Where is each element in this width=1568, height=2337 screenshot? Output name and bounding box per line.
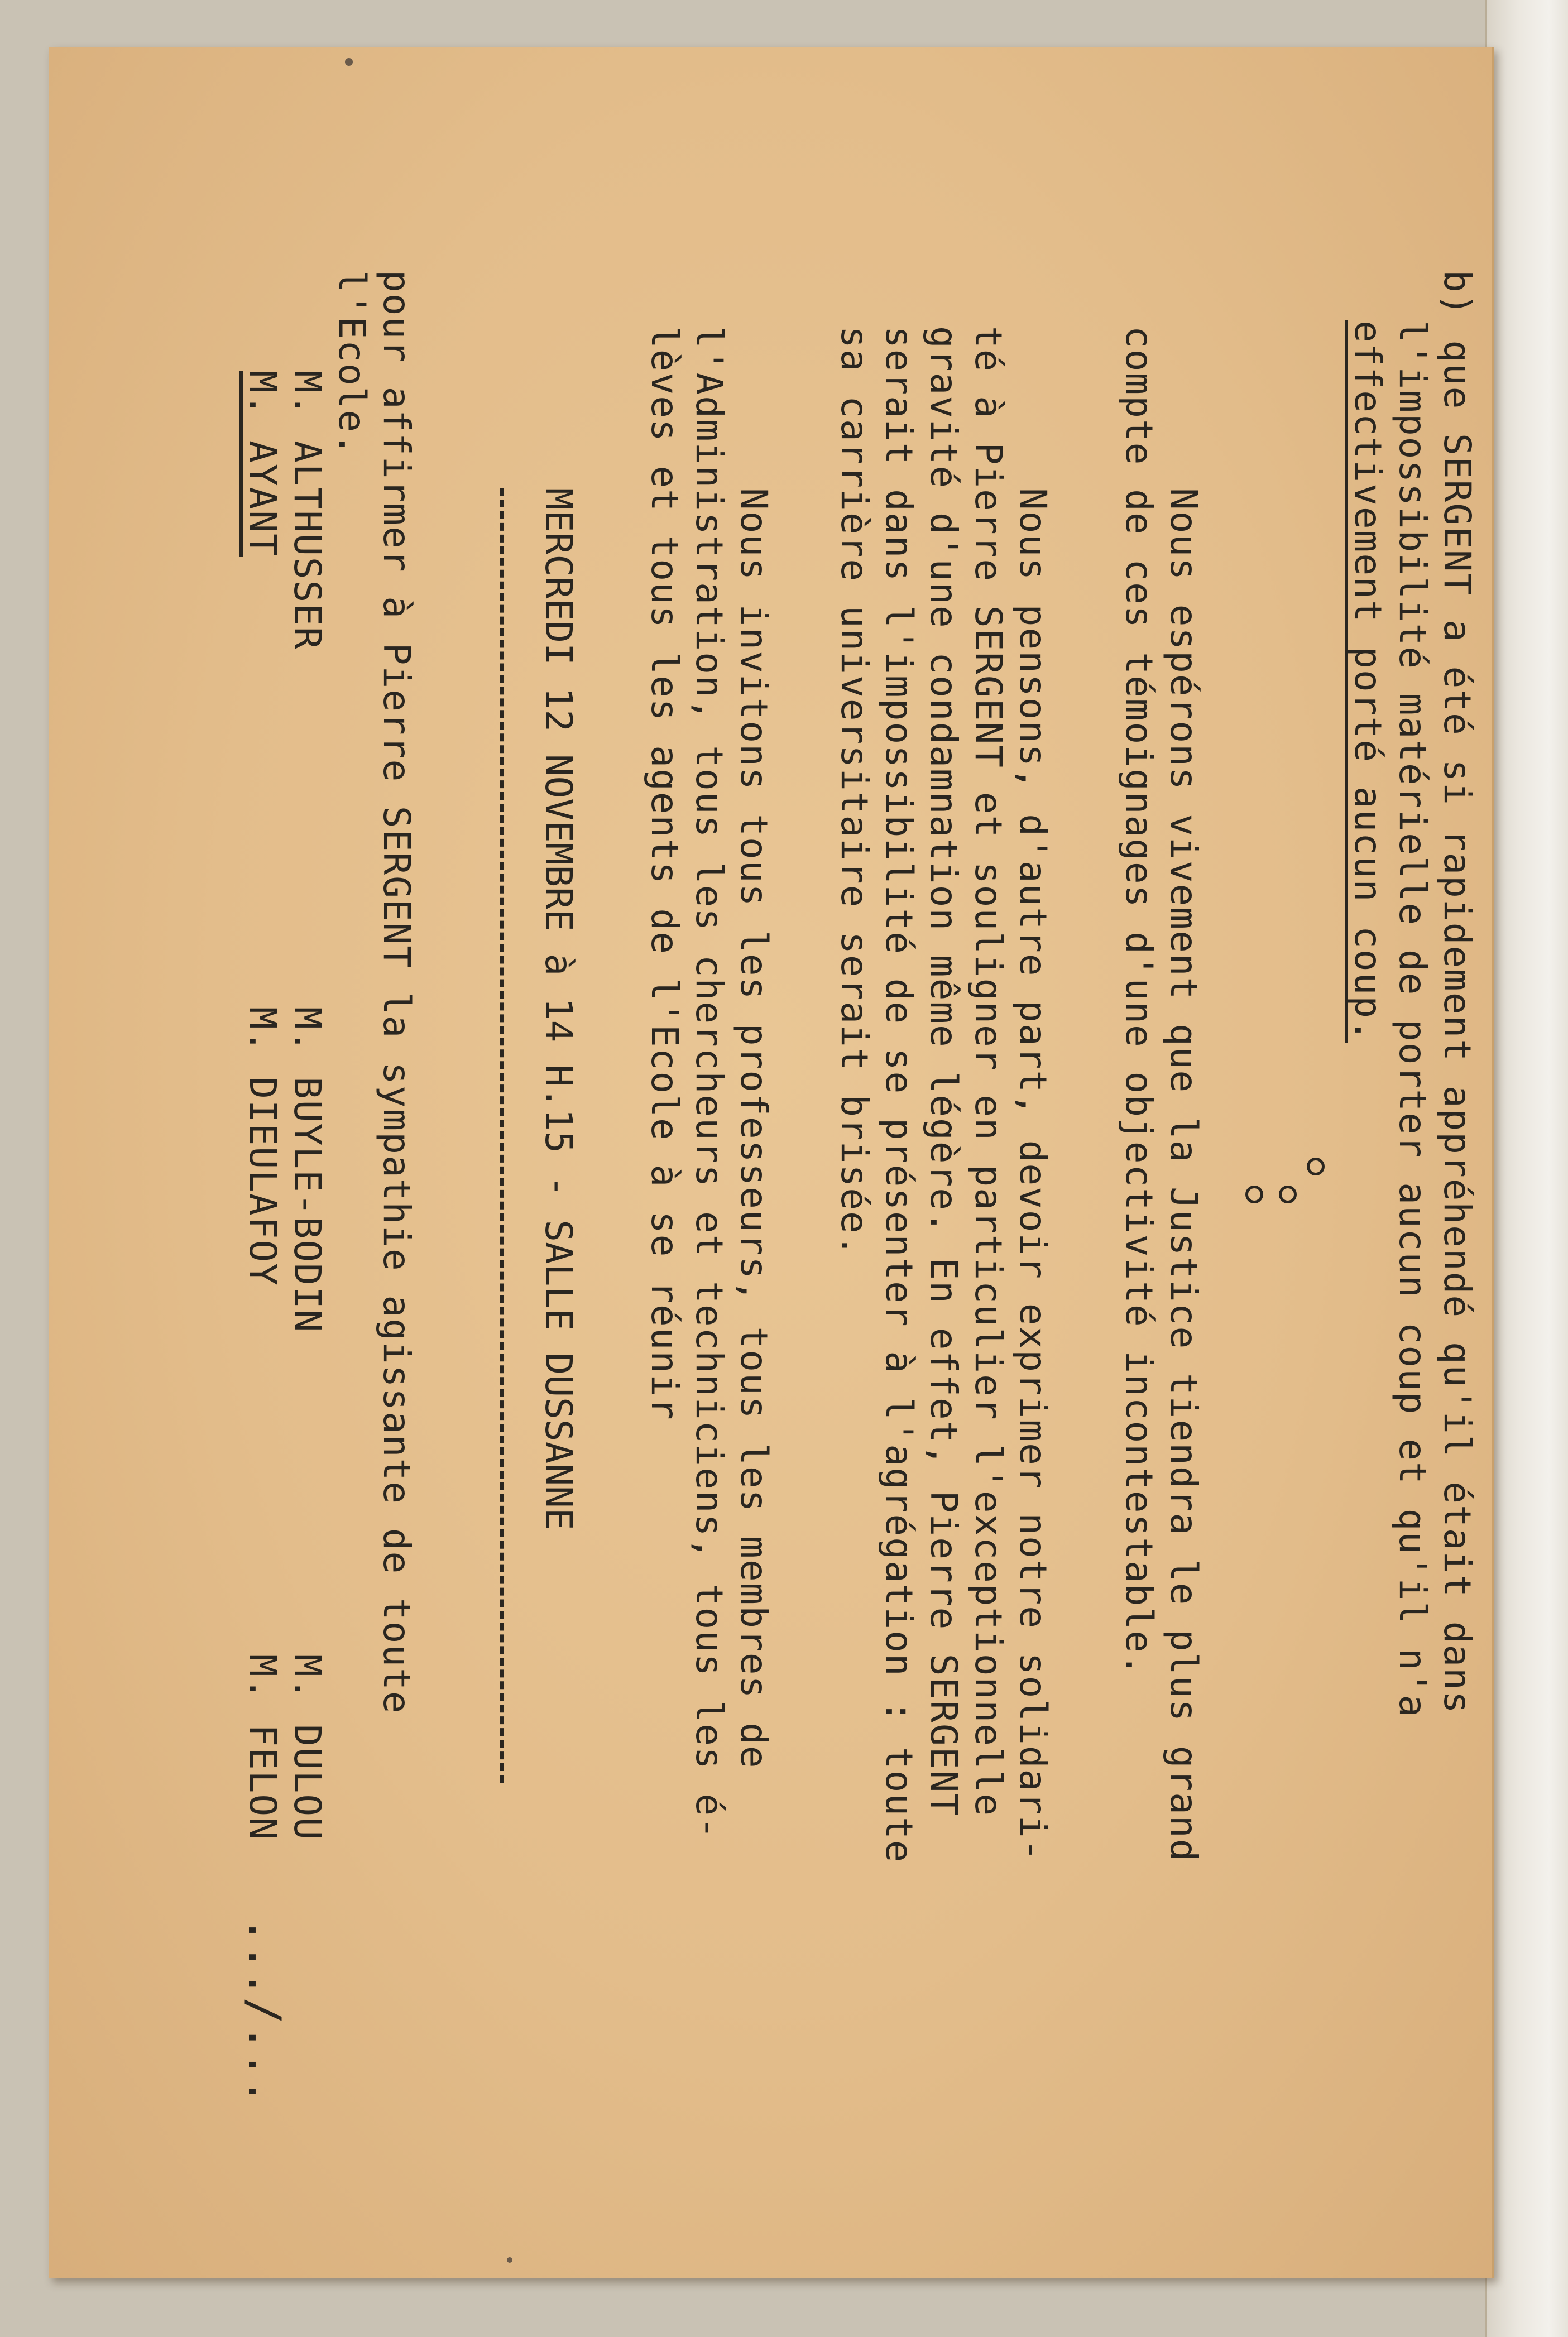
ink-speck <box>507 2257 512 2263</box>
para1-line-1: Nous espérons vivement que la Justice tiendra le plus grand <box>1162 488 1205 1863</box>
signatory: M. DULOU <box>286 1654 329 1841</box>
typed-page <box>49 47 1494 2278</box>
rotated-text <box>49 47 1492 2105</box>
continuation-mark: .../... <box>238 1917 290 2105</box>
para2-line-3: gravité d'une condamnation même légère. En effet, Pierre SERGENT <box>922 326 965 1817</box>
para2-line-2: té à Pierre SERGENT et souligner en particulier l'exceptionnelle <box>967 326 1010 1817</box>
para2-line-4: serait dans l'impossibilité de se présenter à l'agrégation : toute <box>877 326 920 1864</box>
para2-line-1: Nous pensons, d'autre part, devoir exprimer notre solidari- <box>1011 488 1054 1863</box>
meeting-announcement: MERCREDI 12 NOVEMBRE à 14 H.15 - SALLE DUSSANNE <box>537 488 580 1530</box>
para3-line-1: Nous invitons tous les professeurs, tous les membres de <box>732 488 775 1769</box>
signatory: M. ALTHUSSER <box>286 371 329 650</box>
para4-line-2: l'Ecole. <box>330 270 373 457</box>
signatory: M. DIEULAFOY <box>241 1007 284 1287</box>
para2-line-5: sa carrière universitaire serait brisée. <box>833 326 876 1258</box>
separator-circles <box>1213 1152 1325 1219</box>
background-sheets <box>1485 0 1568 2337</box>
para3-line-3: lèves et tous les agents de l'Ecole à se réunir <box>643 326 686 1421</box>
para4-line-1: pour affirmer à Pierre SERGENT la sympathie agissante de toute <box>375 270 418 1715</box>
item-b-line-1: b) que SERGENT a été si rapidement appréhendé qu'il était dans <box>1436 270 1479 1715</box>
item-b-line-3: effectivement porté aucun coup. <box>1345 320 1386 1043</box>
dashed-rule <box>500 488 504 1783</box>
para1-line-2: compte de ces témoignages d'une objectivité incontestable. <box>1118 326 1161 1677</box>
signatory: M. AYANT <box>239 371 281 557</box>
signatory: M. FELON <box>241 1654 284 1841</box>
signatory: M. BUYLE-BODIN <box>286 1007 329 1333</box>
para3-line-2: l'Administration, tous les chercheurs et techniciens, tous les é- <box>688 326 731 1840</box>
item-b-line-2: l'impossibilité matérielle de porter aucun coup et qu'il n'a <box>1391 320 1434 1719</box>
